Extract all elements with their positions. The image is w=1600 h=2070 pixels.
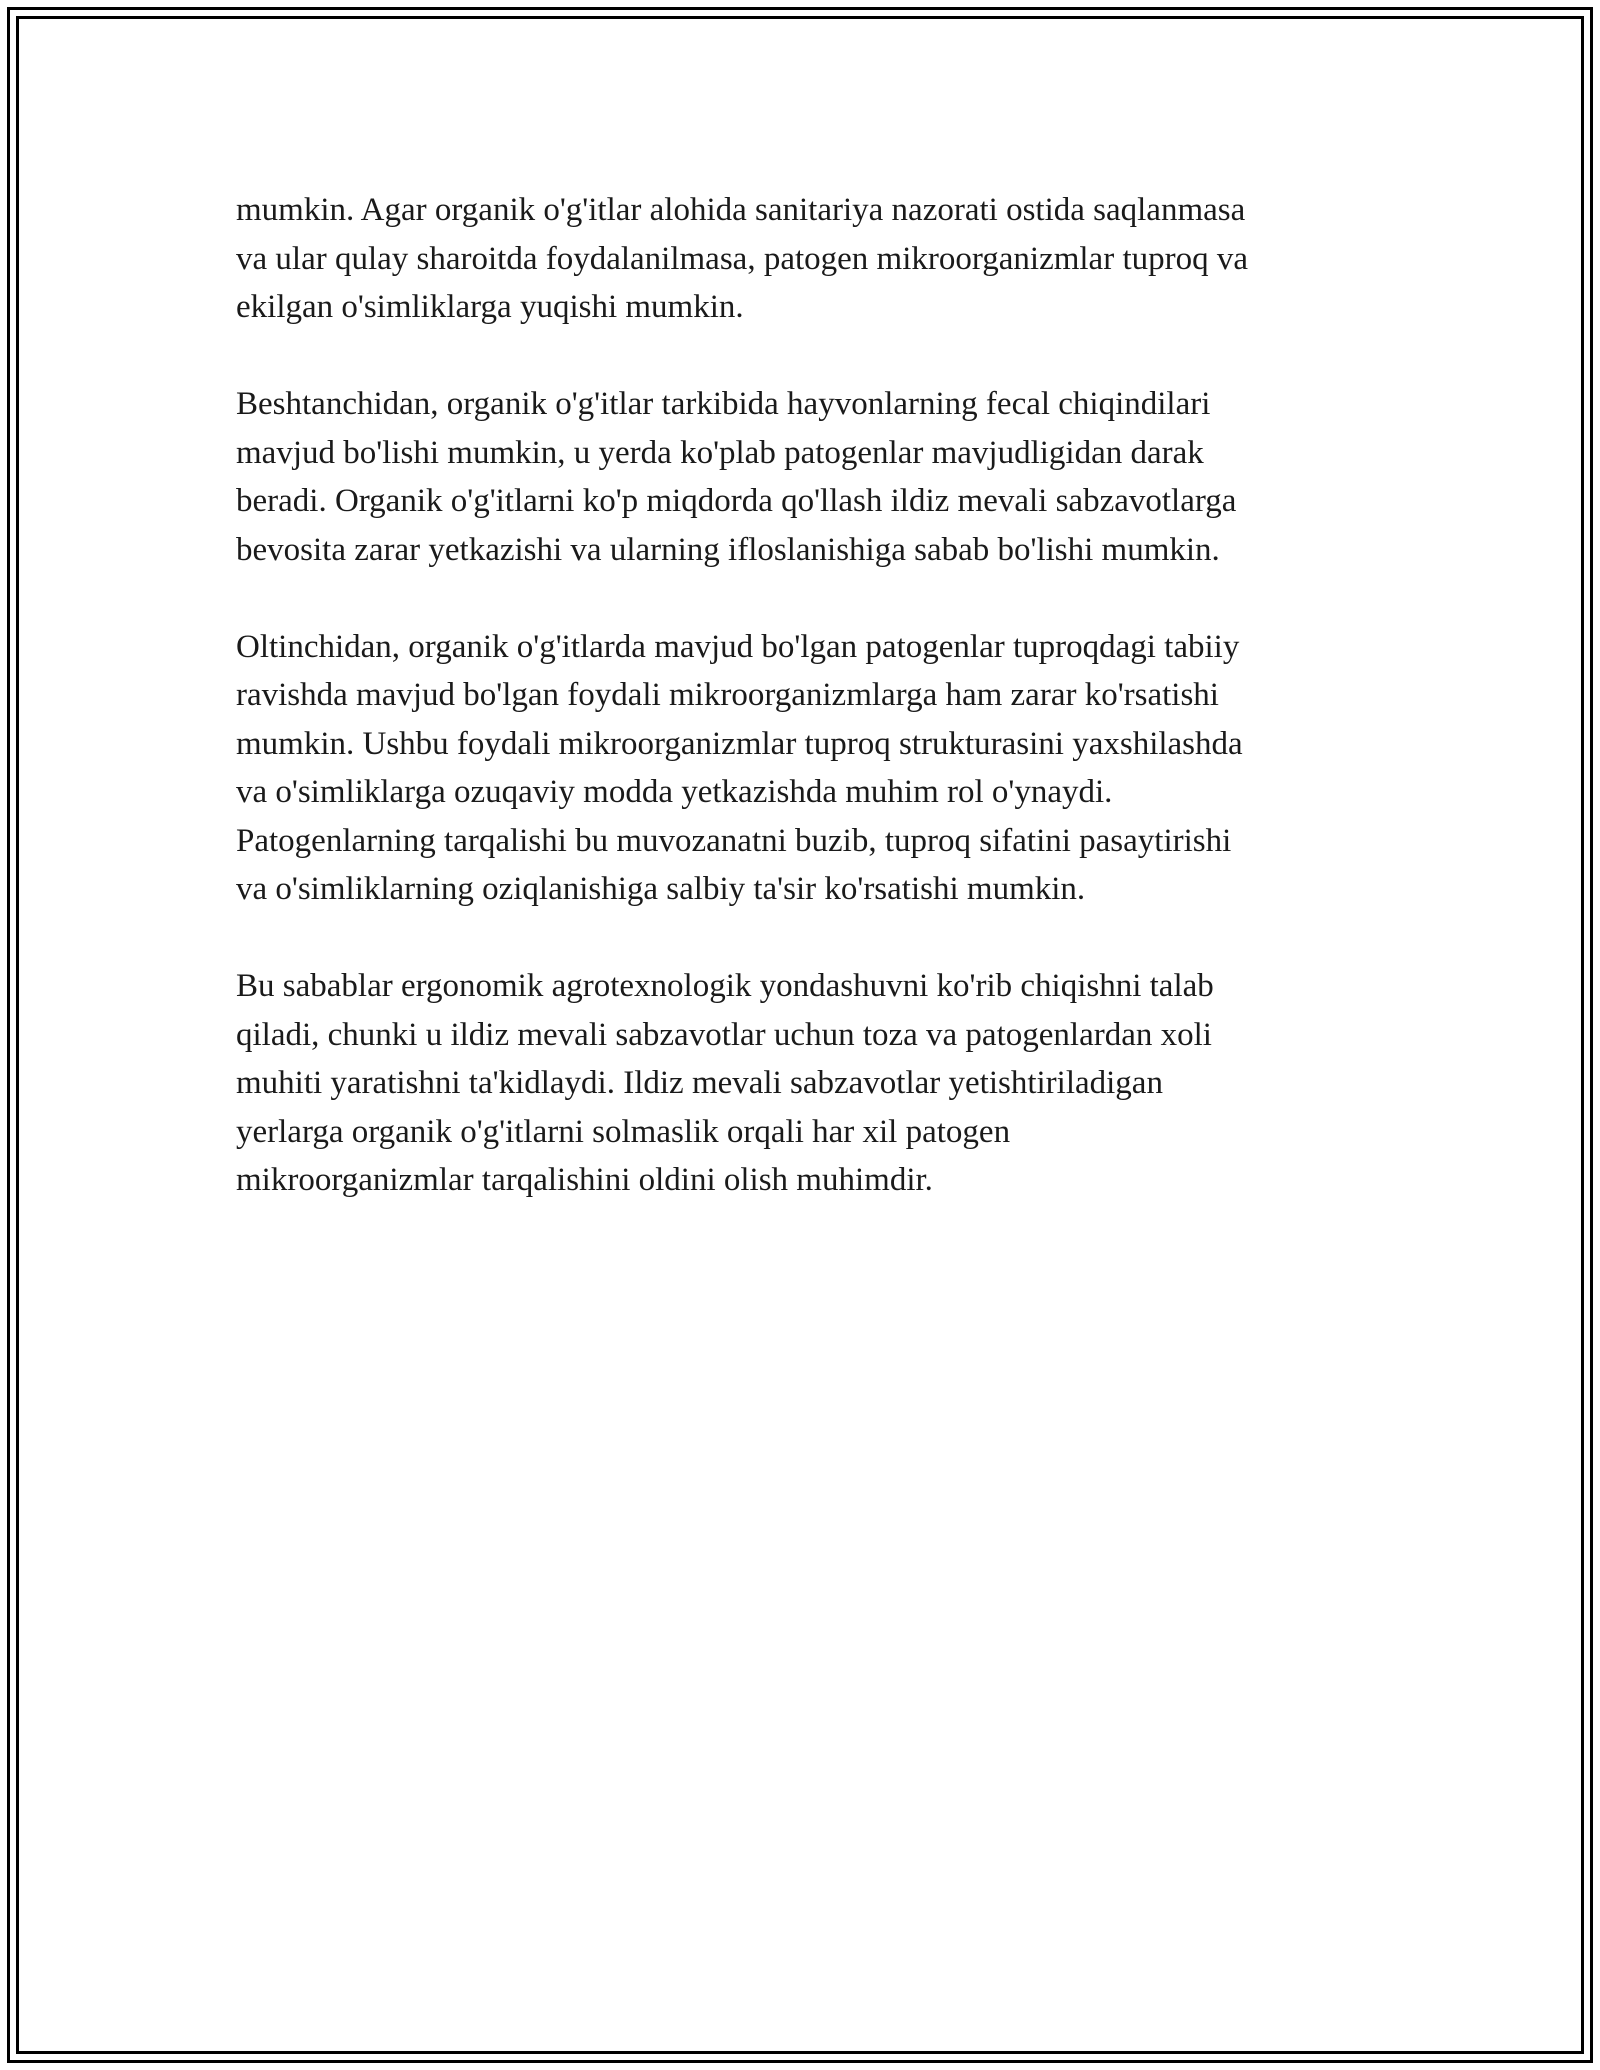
text-line: mavjud bo'lishi mumkin, u yerda ko'plab patogenlar mavjudligidan darak — [236, 434, 1204, 471]
paragraph-4 — [236, 962, 1376, 1205]
text-line: Patogenlarning tarqalishi bu muvozanatni buzib, tuproq sifatini pasaytirishi — [236, 822, 1232, 859]
text-line: va o'simliklarga ozuqaviy modda yetkazishda muhim rol o'ynaydi. — [236, 774, 1113, 810]
text-line: va o'simliklarning oziqlanishiga salbiy ta'sir ko'rsatishi mumkin. — [236, 871, 1086, 907]
text-line: qiladi, chunki u ildiz mevali sabzavotlar uchun toza va patogenlardan xoli — [236, 1016, 1212, 1053]
text-line: bevosita zarar yetkazishi va ularning ifloslanishiga sabab bo'lishi mumkin. — [236, 531, 1220, 568]
text-line: ravishda mavjud bo'lgan foydali mikroorganizmlarga ham zarar ko'rsatishi — [236, 677, 1219, 713]
document-body — [236, 186, 1376, 1205]
text-line: Beshtanchidan, organik o'g'itlar tarkibida hayvonlarning fecal chiqindilari — [236, 386, 1211, 422]
text-line: beradi. Organik o'g'itlarni ko'p miqdorda qo'llash ildiz mevali sabzavotlarga — [236, 483, 1237, 519]
text-line: mikroorganizmlar tarqalishini oldini olish muhimdir. — [236, 1162, 933, 1198]
text-line: muhiti yaratishni ta'kidlaydi. Ildiz mevali sabzavotlar yetishtiriladigan — [236, 1065, 1163, 1101]
paragraph-1 — [236, 186, 1376, 332]
text-line: mumkin. Ushbu foydali mikroorganizmlar tuproq strukturasini yaxshilashda — [236, 725, 1243, 762]
text-line: Oltinchidan, organik o'g'itlarda mavjud bo'lgan patogenlar tuproqdagi tabiiy — [236, 628, 1240, 665]
text-line: ekilgan o'simliklarga yuqishi mumkin. — [236, 289, 744, 325]
text-line: yerlarga organik o'g'itlarni solmaslik orqali har xil patogen — [236, 1113, 1011, 1150]
paragraph-3 — [236, 623, 1376, 914]
text-line: mumkin. Agar organik o'g'itlar alohida sanitariya nazorati ostida saqlanmasa — [236, 192, 1246, 228]
text-line: Bu sabablar ergonomik agrotexnologik yondashuvni ko'rib chiqishni talab — [236, 968, 1214, 1004]
paragraph-2 — [236, 380, 1376, 574]
text-line: va ular qulay sharoitda foydalanilmasa, patogen mikroorganizmlar tuproq va — [236, 240, 1248, 277]
